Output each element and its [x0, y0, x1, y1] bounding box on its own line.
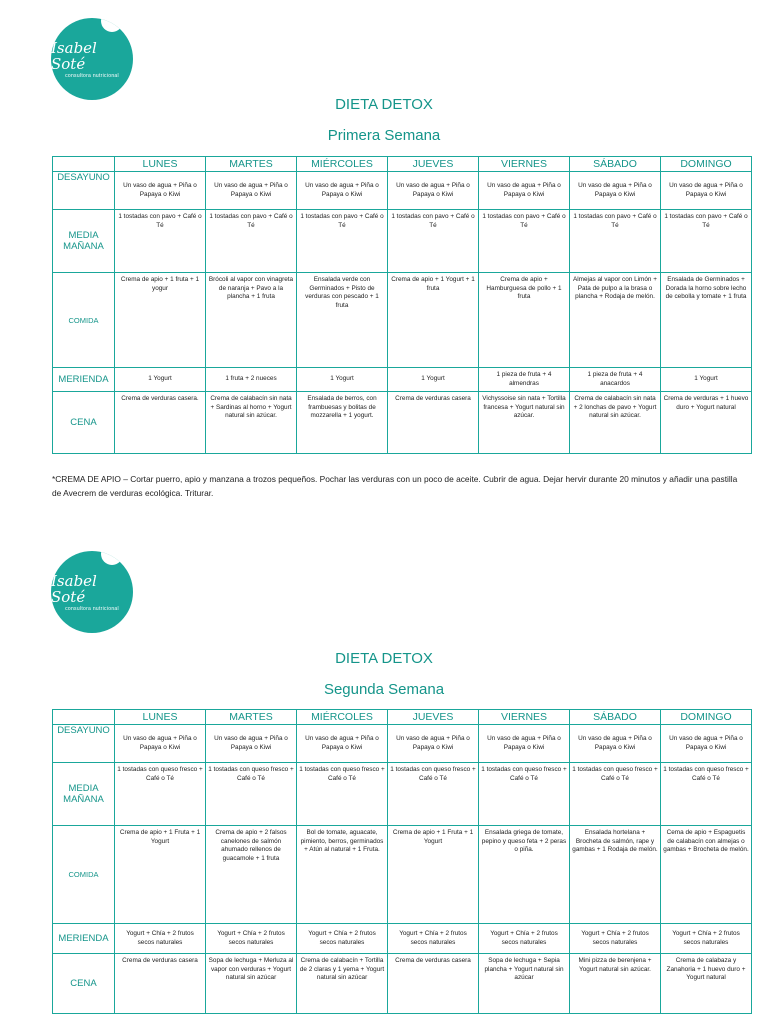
meal-cell: Un vaso de agua + Piña o Papaya o Kiwi — [661, 725, 752, 763]
meal-cell: 1 fruta + 2 nueces — [206, 368, 297, 392]
meal-cell: 1 tostadas con pavo + Café o Té — [115, 210, 206, 273]
meal-cell: Crema de calabaza y Zanahoria + 1 huevo duro + Yogurt natural — [661, 954, 752, 1014]
meal-cell: Un vaso de agua + Piña o Papaya o Kiwi — [206, 725, 297, 763]
meal-label: MERIENDA — [53, 368, 115, 392]
corner-cell — [53, 710, 115, 725]
day-header: JUEVES — [388, 710, 479, 725]
logo-bite — [101, 18, 123, 32]
meal-cell: 1 tostadas con pavo + Café o Té — [297, 210, 388, 273]
day-header: DOMINGO — [661, 157, 752, 172]
meal-label: COMIDA — [53, 273, 115, 368]
meal-cell: 1 tostadas con pavo + Café o Té — [206, 210, 297, 273]
meal-cell: Un vaso de agua + Piña o Papaya o Kiwi — [479, 172, 570, 210]
meal-cell: Un vaso de agua + Piña o Papaya o Kiwi — [479, 725, 570, 763]
meal-cell: Crema de verduras casera — [388, 954, 479, 1014]
table-row — [53, 763, 752, 826]
meal-cell: 1 tostadas con pavo + Café o Té — [661, 210, 752, 273]
day-header-row — [53, 157, 752, 172]
corner-cell — [53, 157, 115, 172]
meal-cell: 1 tostadas con pavo + Café o Té — [479, 210, 570, 273]
meal-cell: Crema de apio + 1 Fruta + 1 Yogurt — [115, 826, 206, 924]
week1-meal-table — [52, 156, 752, 454]
meal-cell: Yogurt + Chía + 2 frutos secos naturales — [661, 924, 752, 954]
meal-cell: 1 tostadas con queso fresco + Café o Té — [115, 763, 206, 826]
meal-cell: Un vaso de agua + Piña o Papaya o Kiwi — [570, 172, 661, 210]
meal-cell: Crema de verduras casera. — [115, 392, 206, 454]
meal-cell: Crema de apio + Hamburguesa de pollo + 1 fruta — [479, 273, 570, 368]
meal-cell: Brócoli al vapor con vinagreta de naranja + Pavo a la plancha + 1 fruta — [206, 273, 297, 368]
table-row — [53, 368, 752, 392]
meal-label: DESAYUNO — [53, 172, 115, 210]
meal-label: MEDIA MAÑANA — [53, 763, 115, 826]
meal-cell: Yogurt + Chía + 2 frutos secos naturales — [570, 924, 661, 954]
meal-cell: Ensalada verde con Germinados + Pisto de verduras con pescado + 1 fruta — [297, 273, 388, 368]
meal-cell: Crema de calabacín + Tortilla de 2 claras y 1 yema + Yogurt natural sin azúcar — [297, 954, 388, 1014]
meal-cell: Vichyssoise sin nata + Tortilla francesa + Yogurt natural sin azúcar. — [479, 392, 570, 454]
day-header: JUEVES — [388, 157, 479, 172]
week2-title: DIETA DETOX — [335, 650, 433, 667]
meal-cell: Yogurt + Chía + 2 frutos secos naturales — [206, 924, 297, 954]
meal-cell: Un vaso de agua + Piña o Papaya o Kiwi — [388, 172, 479, 210]
meal-cell: 1 pieza de fruta + 4 almendras — [479, 368, 570, 392]
meal-cell: 1 Yogurt — [661, 368, 752, 392]
meal-cell: Un vaso de agua + Piña o Papaya o Kiwi — [206, 172, 297, 210]
meal-cell: Ensalada de berros, con frambuesas y bolitas de mozzarella + 1 yogurt. — [297, 392, 388, 454]
brand-logo — [51, 18, 133, 100]
meal-cell: Crema de apio + 1 Yogurt + 1 fruta — [388, 273, 479, 368]
logo-tagline: consultora nutricional — [65, 605, 119, 612]
day-header: MARTES — [206, 710, 297, 725]
meal-cell: 1 tostadas con queso fresco + Café o Té — [206, 763, 297, 826]
meal-cell: Sopa de lechuga + Sepia plancha + Yogurt natural sin azúcar — [479, 954, 570, 1014]
table-row — [53, 273, 752, 368]
logo-name: Isabel Soté — [51, 571, 97, 606]
meal-cell: 1 tostadas con queso fresco + Café o Té — [388, 763, 479, 826]
day-header: DOMINGO — [661, 710, 752, 725]
day-header: LUNES — [115, 710, 206, 725]
meal-cell: Un vaso de agua + Piña o Papaya o Kiwi — [388, 725, 479, 763]
day-header: MIÉRCOLES — [297, 710, 388, 725]
table-row — [53, 924, 752, 954]
meal-cell: Un vaso de agua + Piña o Papaya o Kiwi — [570, 725, 661, 763]
meal-cell: Un vaso de agua + Piña o Papaya o Kiwi — [297, 172, 388, 210]
meal-cell: Mini pizza de berenjena + Yogurt natural sin azúcar. — [570, 954, 661, 1014]
meal-cell: Crema de calabacín sin nata + 2 lonchas de pavo + Yogurt natural sin azúcar. — [570, 392, 661, 454]
week1-subtitle: Primera Semana — [327, 127, 441, 144]
meal-cell: Yogurt + Chía + 2 frutos secos naturales — [115, 924, 206, 954]
logo-tagline: consultora nutricional — [65, 72, 119, 79]
day-header: VIERNES — [479, 710, 570, 725]
table-row — [53, 725, 752, 763]
meal-cell: Cema de apio + Espaguetis de calabacín con almejas o gambas + Brocheta de melón. — [661, 826, 752, 924]
table-row — [53, 172, 752, 210]
meal-label: MEDIA MAÑANA — [53, 210, 115, 273]
meal-cell: Crema de calabacín sin nata + Sardinas al horno + Yogurt natural sin azúcar. — [206, 392, 297, 454]
meal-cell: Ensalada hortelana + Brocheta de salmón, rape y gambas + 1 Rodaja de melón. — [570, 826, 661, 924]
meal-cell: Crema de verduras casera — [388, 392, 479, 454]
week2-subtitle: Segunda Semana — [323, 681, 445, 698]
meal-cell: Un vaso de agua + Piña o Papaya o Kiwi — [661, 172, 752, 210]
meal-cell: Crema de apio + 2 falsos canelones de salmón ahumado rellenos de guacamole + 1 fruta — [206, 826, 297, 924]
day-header: SÁBADO — [570, 157, 661, 172]
table-row — [53, 392, 752, 454]
day-header: MIÉRCOLES — [297, 157, 388, 172]
brand-logo — [51, 551, 133, 633]
meal-cell: 1 tostadas con queso fresco + Café o Té — [661, 763, 752, 826]
meal-cell: Crema de verduras + 1 huevo duro + Yogurt natural — [661, 392, 752, 454]
meal-cell: Sopa de lechuga + Merluza al vapor con verduras + Yogurt natural sin azúcar — [206, 954, 297, 1014]
meal-label: CENA — [53, 392, 115, 454]
crema-de-apio-note: *CREMA DE APIO – Cortar puerro, apio y manzana a trozos pequeños. Pochar las verduras con un poco de aceite. Cubrir de agua. Dejar hervir durante 20 minutos y añadir una pastilla de Avecrem de verduras ecológica. Triturar. — [52, 474, 738, 498]
meal-cell: 1 tostadas con pavo + Café o Té — [570, 210, 661, 273]
meal-cell: Un vaso de agua + Piña o Papaya o Kiwi — [115, 725, 206, 763]
meal-cell: 1 Yogurt — [297, 368, 388, 392]
meal-cell: 1 tostadas con queso fresco + Café o Té — [570, 763, 661, 826]
meal-cell: 1 pieza de fruta + 4 anacardos — [570, 368, 661, 392]
meal-cell: 1 Yogurt — [115, 368, 206, 392]
meal-cell: Yogurt + Chía + 2 frutos secos naturales — [388, 924, 479, 954]
meal-cell: 1 Yogurt — [388, 368, 479, 392]
meal-cell: Crema de verduras casera — [115, 954, 206, 1014]
meal-cell: Crema de apio + 1 Fruta + 1 Yogurt — [388, 826, 479, 924]
day-header: LUNES — [115, 157, 206, 172]
week1-title: DIETA DETOX — [335, 96, 433, 113]
meal-cell: Crema de apio + 1 fruta + 1 yogur — [115, 273, 206, 368]
logo-bite — [101, 551, 123, 565]
meal-label: DESAYUNO — [53, 725, 115, 763]
day-header: VIERNES — [479, 157, 570, 172]
meal-cell: 1 tostadas con queso fresco + Café o Té — [479, 763, 570, 826]
table-row — [53, 210, 752, 273]
meal-cell: Yogurt + Chía + 2 frutos secos naturales — [297, 924, 388, 954]
day-header-row — [53, 710, 752, 725]
day-header: SÁBADO — [570, 710, 661, 725]
meal-cell: Un vaso de agua + Piña o Papaya o Kiwi — [115, 172, 206, 210]
logo-name: Isabel Soté — [51, 38, 97, 73]
meal-label: COMIDA — [53, 826, 115, 924]
day-header: MARTES — [206, 157, 297, 172]
table-row — [53, 954, 752, 1014]
meal-cell: Ensalada griega de tomate, pepino y queso feta + 2 peras o piña. — [479, 826, 570, 924]
meal-cell: 1 tostadas con queso fresco + Café o Té — [297, 763, 388, 826]
meal-cell: Almejas al vapor con Limón + Pata de pulpo a la brasa o plancha + Rodaja de melón. — [570, 273, 661, 368]
meal-label: MERIENDA — [53, 924, 115, 954]
meal-cell: Bol de tomate, aguacate, pimiento, berros, germinados + Atún al natural + 1 Fruta. — [297, 826, 388, 924]
meal-label: CENA — [53, 954, 115, 1014]
meal-cell: 1 tostadas con pavo + Café o Té — [388, 210, 479, 273]
meal-cell: Yogurt + Chía + 2 frutos secos naturales — [479, 924, 570, 954]
meal-cell: Ensalada de Germinados + Dorada la horno sobre lecho de cebolla y tomate + 1 fruta — [661, 273, 752, 368]
week2-meal-table — [52, 709, 752, 1014]
table-row — [53, 826, 752, 924]
meal-cell: Un vaso de agua + Piña o Papaya o Kiwi — [297, 725, 388, 763]
